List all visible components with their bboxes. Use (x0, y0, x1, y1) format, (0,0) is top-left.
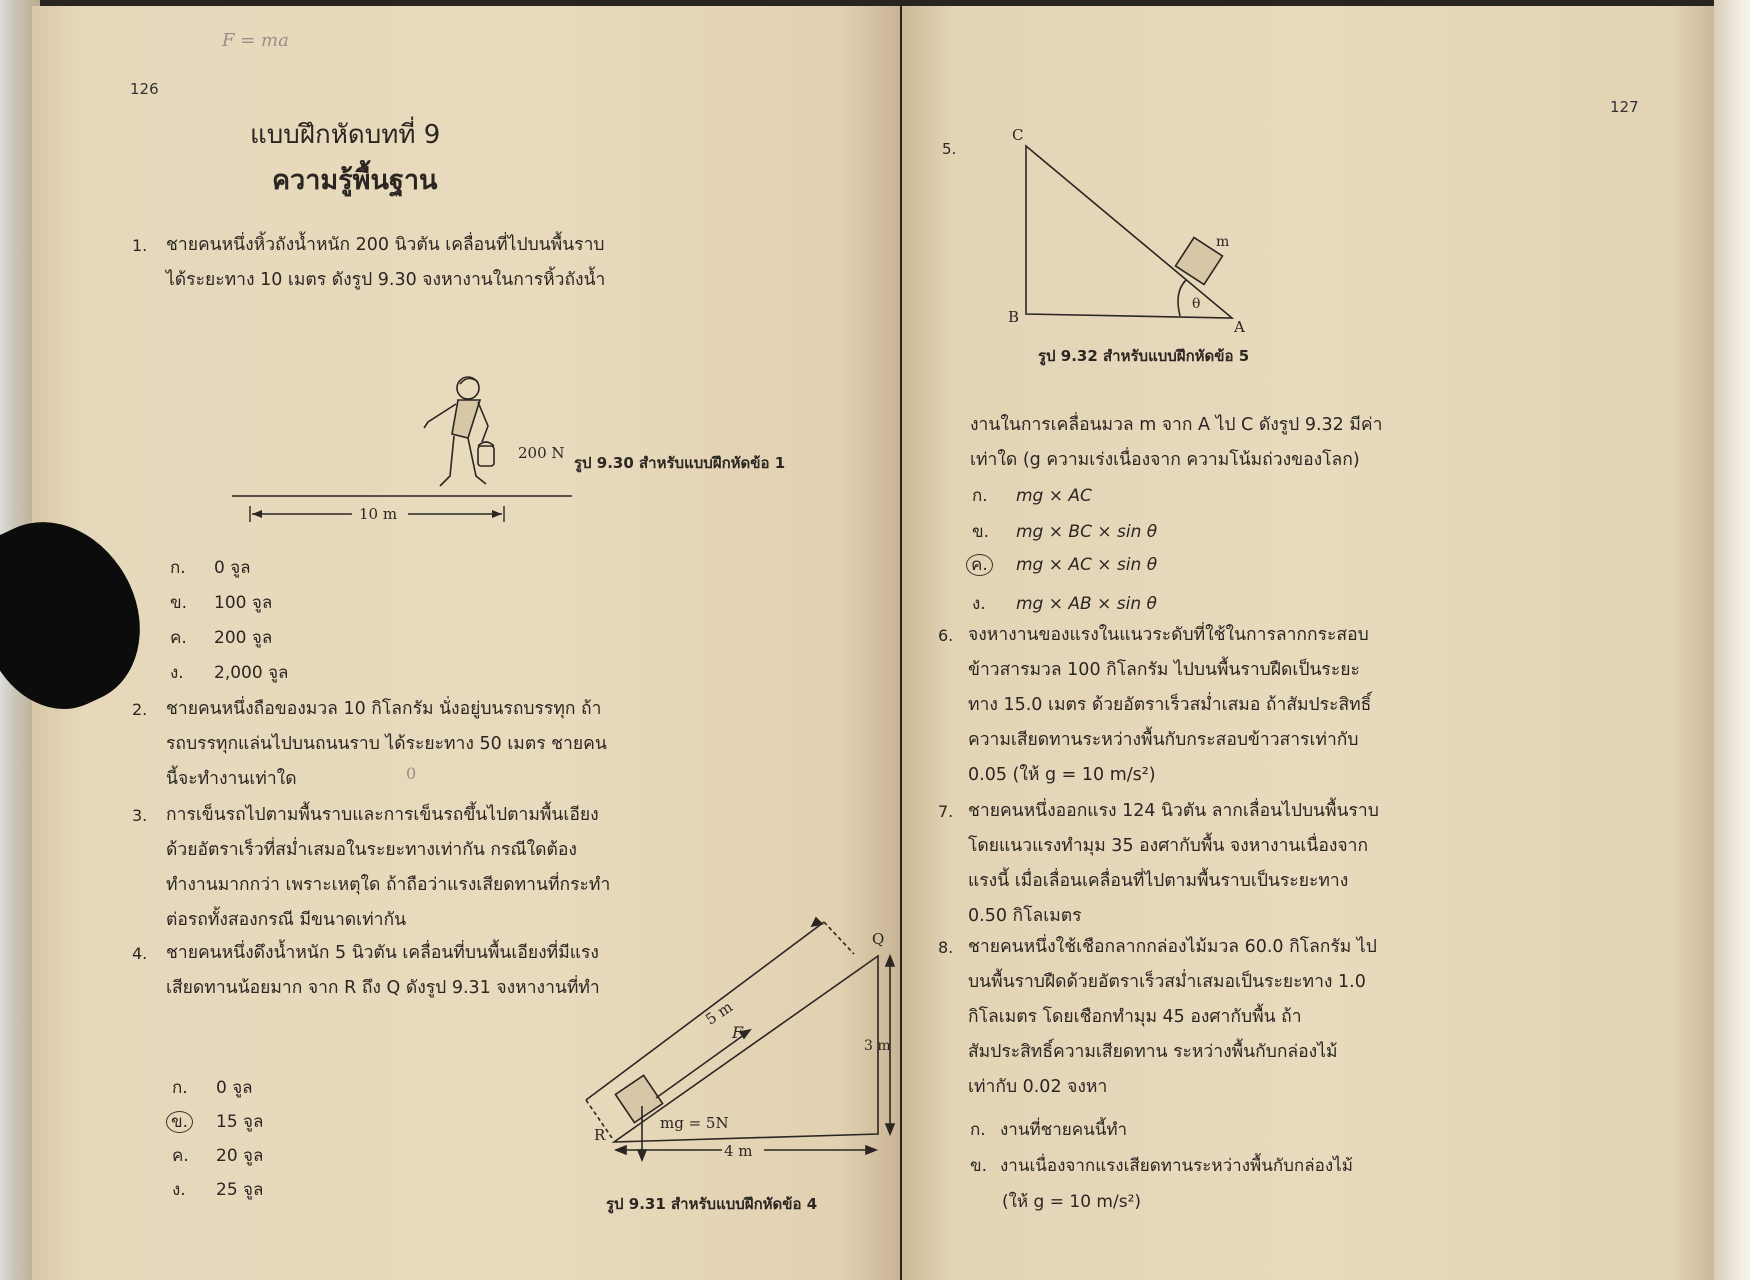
point-b-label: B (1008, 308, 1020, 326)
option-d: ง. mg × AB × sin θ (972, 594, 1157, 614)
handwritten-answer: 0 (406, 764, 417, 783)
question-number: 1. (132, 236, 148, 255)
point-c-label: C (1012, 126, 1024, 144)
figure-caption: รูป 9.31 สำหรับแบบฝึกหัดข้อ 4 (606, 1195, 818, 1213)
option-d: ง. 2,000 จูล (170, 663, 289, 683)
figure-9-31 (572, 906, 902, 1166)
exercise-title: แบบฝึกหัดบทที่ 9 (250, 120, 441, 150)
mass-label: m (1216, 234, 1230, 250)
distance-label: 10 m (359, 505, 398, 523)
figure-caption: รูป 9.30 สำหรับแบบฝึกหัดข้อ 1 (574, 454, 786, 472)
point-r-label: R (594, 1126, 606, 1144)
weight-label: mg = 5N (660, 1114, 729, 1132)
part-a: ก. งานที่ชายคนนี้ทำ (970, 1120, 1128, 1140)
question-number: 4. (132, 944, 148, 963)
option-a: ก. mg × AC (972, 486, 1092, 506)
question-number: 8. (938, 938, 954, 957)
given-note: (ให้ g = 10 m/s²) (1002, 1192, 1142, 1212)
incline-label: 5 m (702, 997, 736, 1029)
option-c: ค. 200 จูล (170, 628, 273, 648)
option-c-circled: ค. mg × AC × sin θ (972, 554, 1157, 576)
height-label: 3 m (864, 1038, 891, 1054)
question-text: การเข็นรถไปตามพื้นราบและการเข็นรถขึ้นไปตามพื้นเอียงด้วยอัตราเร็วที่สม่ำเสมอในระยะทางเท่ากัน กรณีใดต้องทำงานมากกว่า เพราะเหตุใด ถ้าถือว่าแรงเสียดทานที่กระทำต่อรถทั้งสองกรณี มีขนาดเท่ากัน (166, 805, 611, 930)
page-number: 127 (1610, 98, 1639, 116)
point-q-label: Q (872, 930, 885, 948)
angle-label: θ (1192, 296, 1201, 312)
question-text: ชายคนหนึ่งดึงน้ำหนัก 5 นิวตัน เคลื่อนที่บนพื้นเอียงที่มีแรงเสียดทานน้อยมาก จาก R ถึง Q ดังรูป 9.31 จงหางานที่ทำ (166, 943, 600, 998)
exercise-subtitle: ความรู้พื้นฐาน (272, 165, 438, 196)
option-c: ค. 20 จูล (172, 1146, 264, 1166)
question-number: 7. (938, 802, 954, 821)
force-vector-label: F (732, 1023, 744, 1042)
base-label: 4 m (724, 1142, 753, 1160)
option-d: ง. 25 จูล (172, 1180, 264, 1200)
figure-9-30 (192, 366, 572, 536)
question-text: ชายคนหนึ่งออกแรง 124 นิวตัน ลากเลื่อนไปบนพื้นราบ โดยแนวแรงทำมุม 35 องศากับพื้น จงหางานเนื่องจากแรงนี้ เมื่อเลื่อนเคลื่อนที่ไปตามพื้นราบเป็นระยะทาง 0.50 กิโลเมตร (968, 801, 1379, 926)
question-text: ชายคนหนึ่งถือของมวล 10 กิโลกรัม นั่งอยู่บนรถบรรทุก ถ้ารถบรรทุกแล่นไปบนถนนราบ ได้ระยะทาง 50 เมตร ชายคนนี้จะทำงานเท่าใด (166, 699, 607, 789)
left-page (32, 6, 900, 1280)
question-text: ชายคนหนึ่งใช้เชือกลากกล่องไม้มวล 60.0 กิโลกรัม ไปบนพื้นราบฝืดด้วยอัตราเร็วสม่ำเสมอเป็นระยะทาง 1.0 กิโลเมตร โดยเชือกทำมุม 45 องศากับพื้น ถ้าสัมประสิทธิ์ความเสียดทาน ระหว่างพื้นกับกล่องไม้เท่ากับ 0.02 จงหา (968, 937, 1377, 1097)
question-text: งานในการเคลื่อนมวล m จาก A ไป C ดังรูป 9.32 มีค่าเท่าใด (g ความเร่งเนื่องจาก ความโน้มถ่วงของโลก) (970, 415, 1383, 470)
part-b: ข. งานเนื่องจากแรงเสียดทานระหว่างพื้นกับกล่องไม้ (970, 1156, 1353, 1176)
man-carrying-bucket-drawing (424, 377, 494, 486)
handwritten-note: F = ma (222, 30, 289, 51)
question-number: 3. (132, 806, 148, 825)
option-a: ก. 0 จูล (170, 558, 251, 578)
figure-caption: รูป 9.32 สำหรับแบบฝึกหัดข้อ 5 (1038, 347, 1250, 365)
option-b-circled: ข. 15 จูล (172, 1108, 263, 1135)
force-label: 200 N (518, 444, 565, 462)
question-text: จงหางานของแรงในแนวระดับที่ใช้ในการลากกระสอบข้าวสารมวล 100 กิโลกรัม ไปบนพื้นราบฝืดเป็นระยะทาง 15.0 เมตร ด้วยอัตราเร็วสม่ำเสมอ ถ้าสัมประสิทธิ์ความเสียดทานระหว่างพื้นกับกระสอบข้าวสารเท่ากับ 0.05 (ให้ g = 10 m/s²) (968, 625, 1372, 785)
question-number: 2. (132, 700, 148, 719)
option-a: ก. 0 จูล (172, 1078, 253, 1098)
question-number: 6. (938, 626, 954, 645)
book-edge-right (1714, 0, 1750, 1280)
question-number: 5. (942, 140, 957, 158)
right-page (902, 6, 1714, 1280)
question-text: ชายคนหนึ่งหิ้วถังน้ำหนัก 200 นิวตัน เคลื่อนที่ไปบนพื้นราบได้ระยะทาง 10 เมตร ดังรูป 9.30 จงหางานในการหิ้วถังน้ำ (166, 235, 606, 290)
figure-9-32 (1002, 124, 1245, 340)
option-b: ข. mg × BC × sin θ (972, 522, 1158, 542)
option-b: ข. 100 จูล (170, 593, 273, 613)
page-number: 126 (130, 80, 159, 98)
point-a-label: A (1234, 318, 1245, 336)
